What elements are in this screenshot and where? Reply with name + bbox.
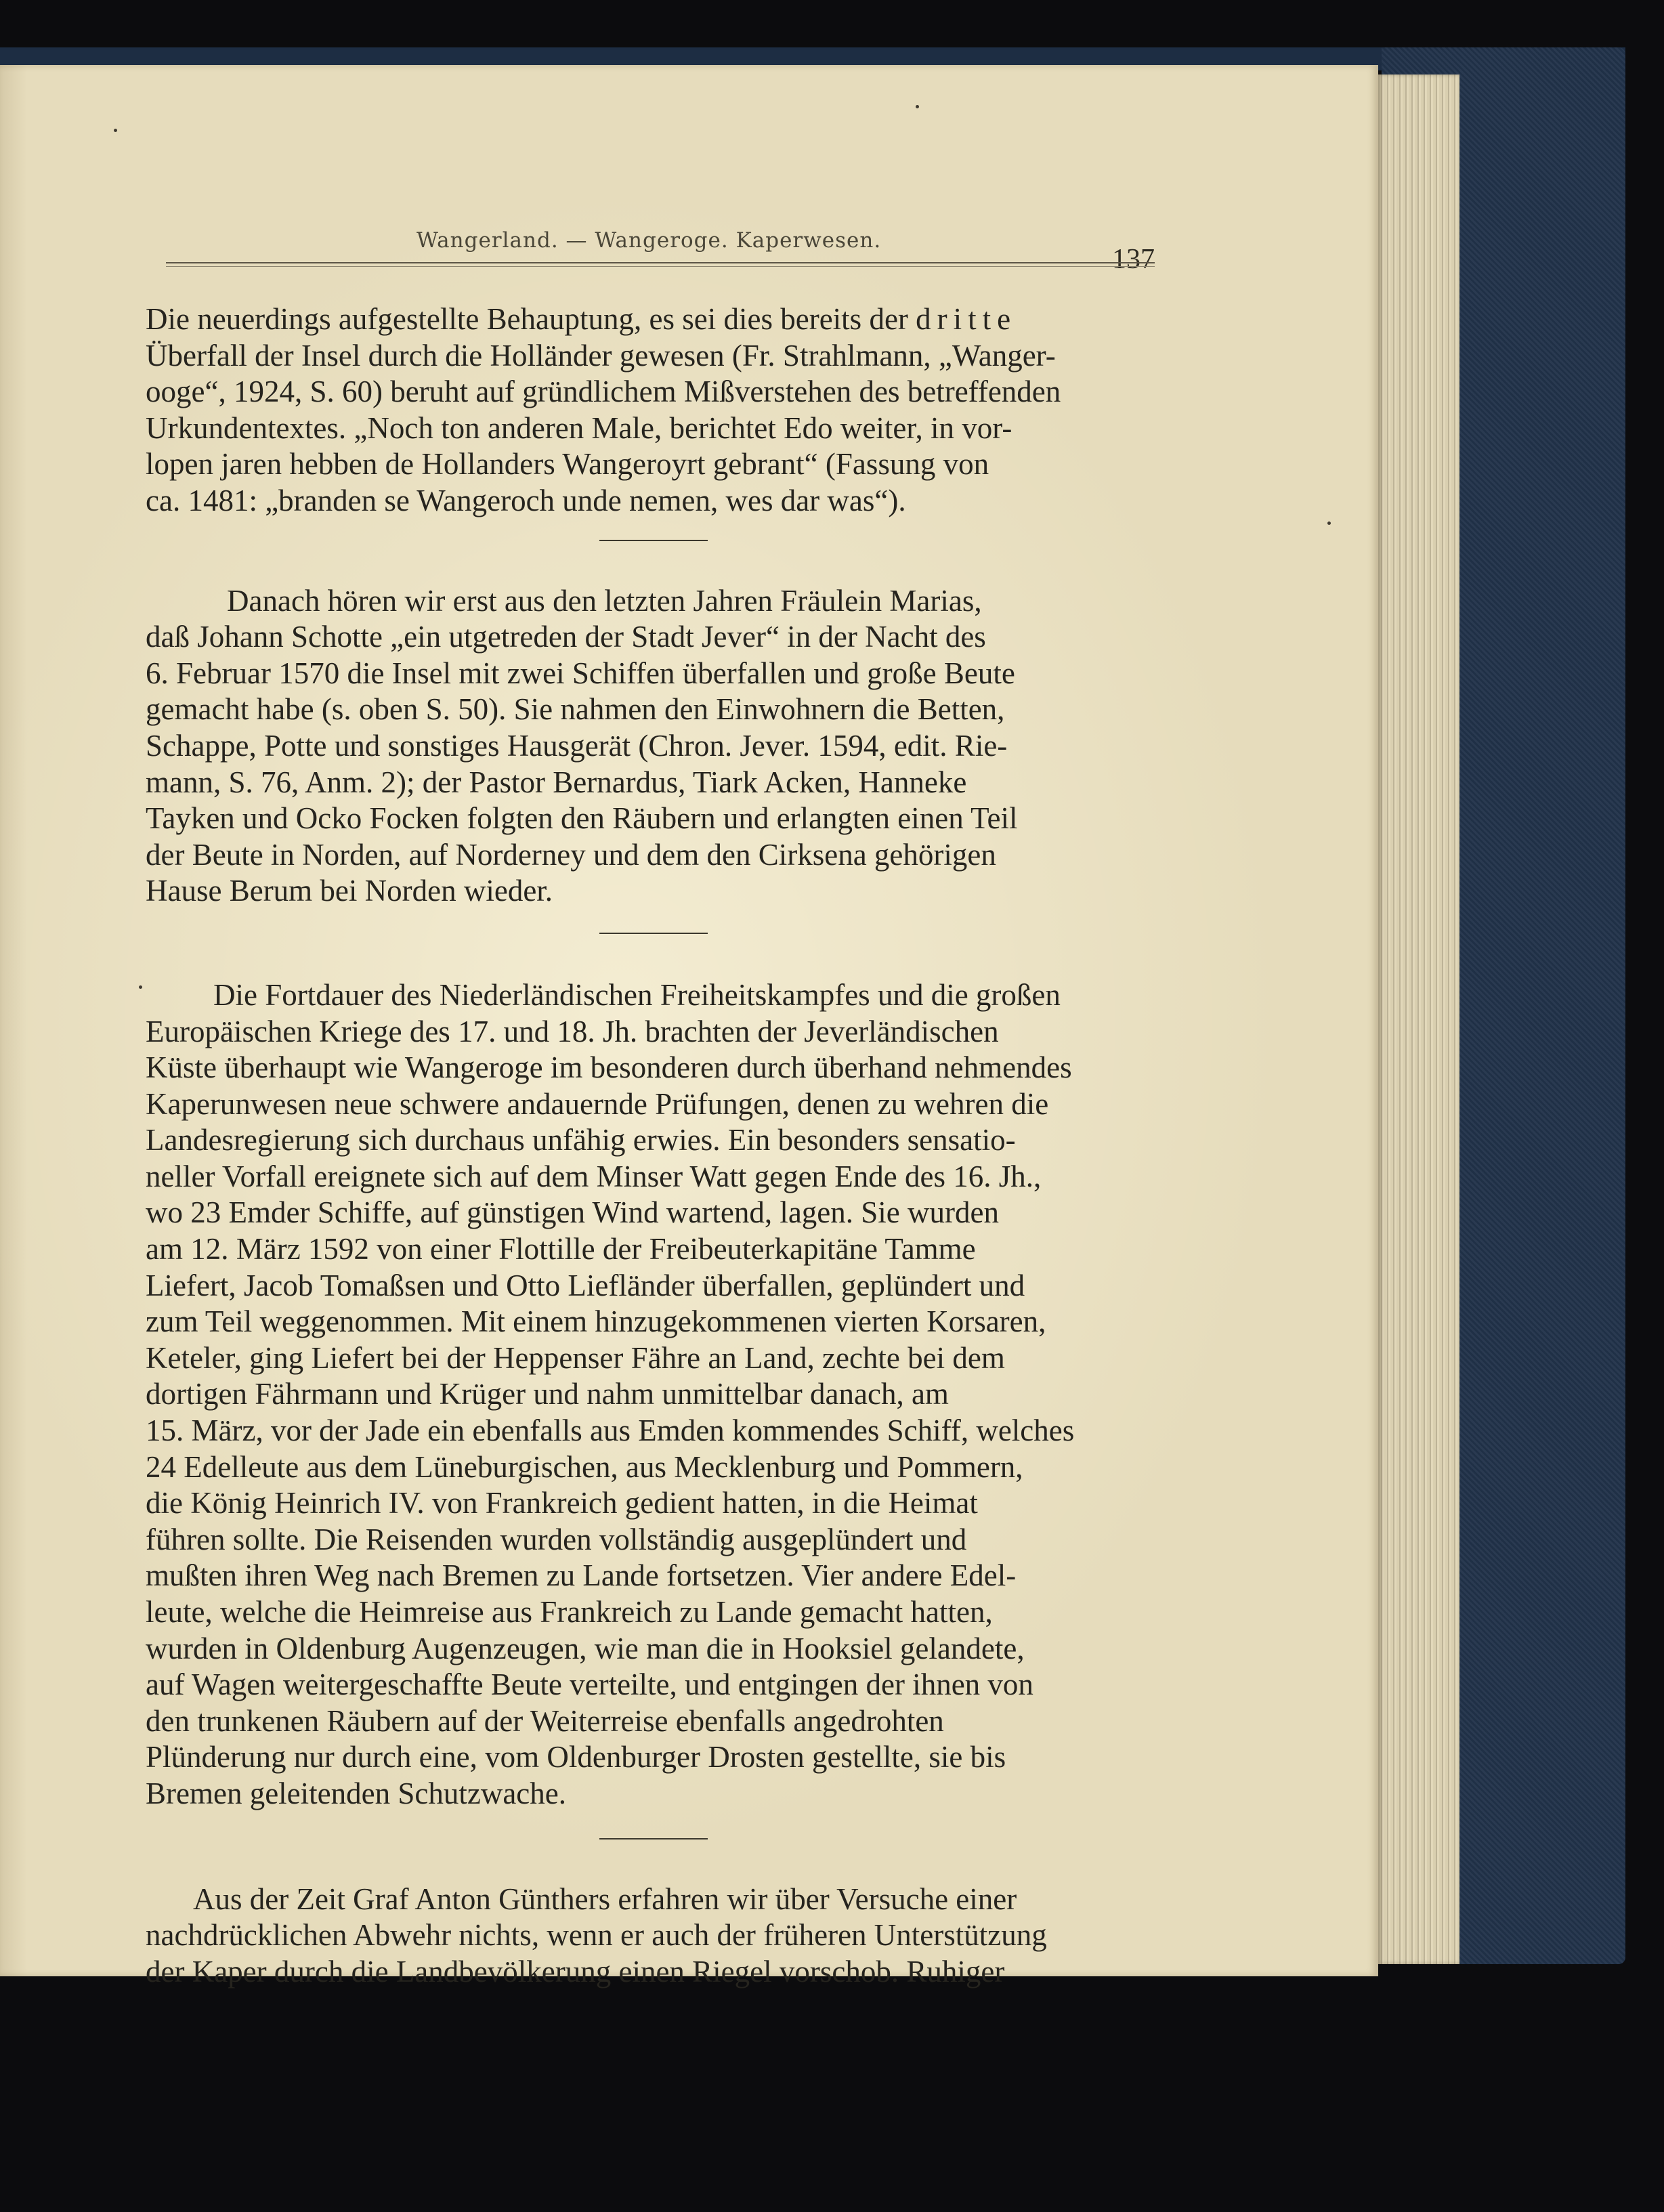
paragraph-line: Urkundentextes. „Noch ton anderen Male, berichtet Edo weiter, in vor- — [146, 410, 1012, 445]
page-header — [166, 220, 1155, 274]
running-head: Wangerland. — Wangeroge. Kaperwesen. — [417, 228, 882, 253]
paragraph-line: auf Wagen weitergeschaffte Beute verteilte, und entgingen der ihnen von — [146, 1667, 1033, 1702]
speck-mark — [114, 129, 117, 132]
paragraph-line: der Kaper durch die Landbevölkerung einen Riegel vorschob. Ruhiger — [146, 1954, 1005, 1988]
paragraph-line: leute, welche die Heimreise aus Frankreich zu Lande gemacht hatten, — [146, 1595, 993, 1629]
paragraph-line: ooge“, 1924, S. 60) beruht auf gründlichem Mißverstehen des betreffenden — [146, 375, 1061, 409]
paragraph-line: am 12. März 1592 von einer Flottille der Freibeuterkapitäne Tamme — [146, 1232, 976, 1267]
paragraph-line: Bremen geleitenden Schutzwache. — [146, 1776, 566, 1810]
paragraph-line: Überfall der Insel durch die Holländer gewesen (Fr. Strahlmann, „Wanger- — [146, 338, 1056, 373]
paragraph-line: Europäischen Kriege des 17. und 18. Jh. brachten der Jeverländischen — [146, 1014, 999, 1048]
page-edges — [1378, 75, 1459, 1964]
paragraph-line: neller Vorfall ereignete sich auf dem Minser Watt gegen Ende des 16. Jh., — [146, 1159, 1042, 1193]
paragraph-line: 24 Edelleute aus dem Lüneburgischen, aus Mecklenburg und Pommern, — [146, 1449, 1023, 1484]
paragraph — [146, 1881, 1148, 1991]
paragraph-line: dortigen Fährmann und Krüger und nahm unmittelbar danach, am — [146, 1377, 949, 1411]
emphasized-word: dritte — [916, 302, 1017, 336]
paragraph-line: den trunkenen Räubern auf der Weiterreise ebenfalls angedrohten — [146, 1703, 944, 1738]
paragraph-line: 6. Februar 1570 die Insel mit zwei Schiffen überfallen und große Beute — [146, 656, 1015, 690]
paragraph-line: Schappe, Potte und sonstiges Hausgerät (Chron. Jever. 1594, edit. Rie- — [146, 728, 1008, 763]
paragraph-line: Tayken und Ocko Focken folgten den Räubern und erlangten einen Teil — [146, 801, 1018, 836]
section-separator — [599, 1838, 708, 1839]
paragraph-line: führen sollte. Die Reisenden wurden vollständig ausgeplündert und — [146, 1522, 967, 1556]
paragraph-line: der Beute in Norden, auf Norderney und dem den Cirksena gehörigen — [146, 837, 996, 872]
paragraph-line: Hause Berum bei Norden wieder. — [146, 874, 553, 908]
paragraph-line: ca. 1481: „branden se Wangeroch unde nemen, wes dar was“). — [146, 483, 906, 517]
paragraph-line: Aus der Zeit Graf Anton Günthers erfahren wir über Versuche einer — [193, 1881, 1017, 1916]
paragraph-line: Küste überhaupt wie Wangeroge im besonderen durch überhand nehmendes — [146, 1050, 1072, 1085]
paragraph — [146, 301, 1148, 519]
paragraph-line: daß Johann Schotte „ein utgetreden der Stadt Jever“ in der Nacht des — [146, 620, 986, 654]
paragraph-line: Liefert, Jacob Tomaßsen und Otto Liefländer überfallen, geplündert und — [146, 1268, 1025, 1302]
paragraph-line: lopen jaren hebben de Hollanders Wangeroyrt gebrant“ (Fassung von — [146, 447, 989, 482]
body-text — [146, 301, 1148, 1990]
paragraph-line: nachdrücklichen Abwehr nichts, wenn er auch der früheren Unterstützung — [146, 1918, 1047, 1953]
section-separator — [599, 933, 708, 934]
paragraph-line: Die Fortdauer des Niederländischen Freiheitskampfes und die großen — [213, 977, 1061, 1012]
paragraph-line: gemacht habe (s. oben S. 50). Sie nahmen den Einwohnern die Betten, — [146, 692, 1005, 727]
paragraph-line: Landesregierung sich durchaus unfähig erwies. Ein besonders sensatio- — [146, 1123, 1016, 1157]
paragraph-line: wurden in Oldenburg Augenzeugen, wie man die in Hooksiel gelandete, — [146, 1631, 1025, 1665]
paragraph-line: mußten ihren Weg nach Bremen zu Lande fortsetzen. Vier andere Edel- — [146, 1558, 1017, 1593]
speck-mark — [1327, 522, 1331, 525]
paragraph-line: Die neuerdings aufgestellte Behauptung, es sei dies bereits der — [146, 302, 908, 336]
paragraph-line: Plünderung nur durch eine, vom Oldenburger Drosten gestellte, sie bis — [146, 1740, 1006, 1774]
speck-mark — [139, 985, 142, 989]
paragraph — [146, 583, 1148, 910]
paragraph-line: 15. März, vor der Jade ein ebenfalls aus Emden kommendes Schiff, welches — [146, 1413, 1075, 1448]
paragraph-line: Kaperunwesen neue schwere andauernde Prüfungen, denen zu wehren die — [146, 1086, 1049, 1121]
speck-mark — [916, 105, 919, 108]
header-rule — [166, 262, 1155, 267]
paragraph — [146, 977, 1148, 1812]
paragraph-line: wo 23 Emder Schiffe, auf günstigen Wind wartend, lagen. Sie wurden — [146, 1195, 999, 1230]
paragraph-line: die König Heinrich IV. von Frankreich gedient hatten, in die Heimat — [146, 1486, 978, 1520]
page-number: 137 — [1112, 244, 1155, 275]
section-separator — [599, 540, 708, 541]
paragraph-line: zum Teil weggenommen. Mit einem hinzugekommenen vierten Korsaren, — [146, 1304, 1046, 1339]
paragraph-line: Danach hören wir erst aus den letzten Jahren Fräulein Marias, — [227, 583, 982, 618]
paragraph-line: mann, S. 76, Anm. 2); der Pastor Bernardus, Tiark Acken, Hanneke — [146, 765, 967, 799]
paragraph-line: Keteler, ging Liefert bei der Heppenser Fähre an Land, zechte bei dem — [146, 1340, 1005, 1375]
